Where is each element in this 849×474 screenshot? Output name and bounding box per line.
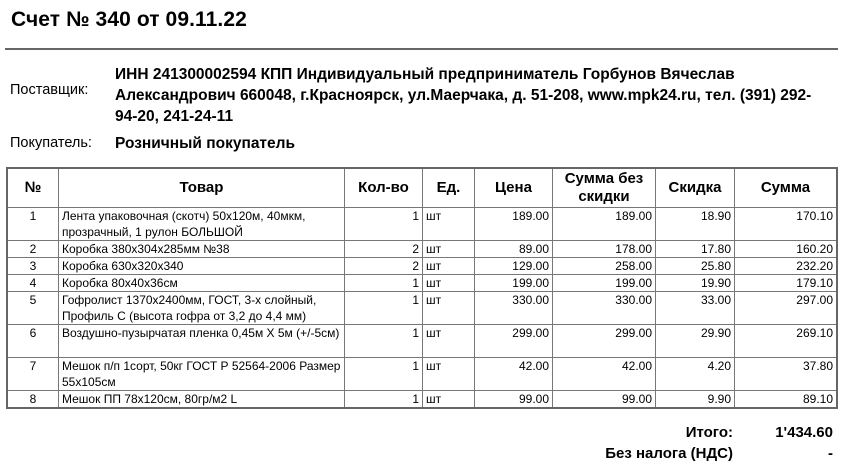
cell-unit: шт <box>423 275 475 292</box>
total-value: 1'434.60 <box>775 424 833 441</box>
cell-name: Коробка 80х40х36см <box>59 275 345 292</box>
cell-sum: 37.80 <box>735 358 838 391</box>
table-row <box>7 358 837 391</box>
cell-sum-no-discount: 99.00 <box>553 391 656 409</box>
cell-unit: шт <box>423 258 475 275</box>
tax-row <box>605 443 833 464</box>
cell-qty: 1 <box>345 325 423 358</box>
supplier-value: ИНН 241300002594 КПП Индивидуальный предприниматель Горбунов Вячеслав Александрович 660048, г.Красноярск, ул.Маерчака, д. 51-208, www.mpk24.ru, тел. (391) 292-94-20, 241-24-11 <box>115 66 812 125</box>
cell-unit: шт <box>423 241 475 258</box>
header-discount: Скидка <box>656 168 735 208</box>
header-qty: Кол-во <box>345 168 423 208</box>
cell-price: 189.00 <box>475 208 553 241</box>
cell-sum: 89.10 <box>735 391 838 409</box>
cell-discount: 17.80 <box>656 241 735 258</box>
cell-sum-no-discount: 189.00 <box>553 208 656 241</box>
cell-sum: 179.10 <box>735 275 838 292</box>
cell-name: Коробка 380х304х285мм №38 <box>59 241 345 258</box>
cell-qty: 1 <box>345 275 423 292</box>
cell-price: 299.00 <box>475 325 553 358</box>
cell-discount: 29.90 <box>656 325 735 358</box>
cell-name: Воздушно-пузырчатая пленка 0,45м Х 5м (+/-5см) <box>59 325 345 358</box>
cell-sum-no-discount: 258.00 <box>553 258 656 275</box>
cell-qty: 2 <box>345 258 423 275</box>
cell-name: Лента упаковочная (скотч) 50х120м, 40мкм, прозрачный, 1 рулон БОЛЬШОЙ <box>59 208 345 241</box>
header-num: № <box>7 168 59 208</box>
supplier-label: Поставщик: <box>10 82 89 98</box>
table-row <box>7 275 837 292</box>
cell-qty: 1 <box>345 208 423 241</box>
table-row <box>7 391 837 409</box>
cell-discount: 4.20 <box>656 358 735 391</box>
cell-price: 89.00 <box>475 241 553 258</box>
cell-name: Мешок п/п 1сорт, 50кг ГОСТ Р 52564-2006 Размер 55х105см <box>59 358 345 391</box>
cell-qty: 1 <box>345 292 423 325</box>
cell-unit: шт <box>423 208 475 241</box>
cell-unit: шт <box>423 292 475 325</box>
cell-num: 7 <box>7 358 59 391</box>
table-row <box>7 241 837 258</box>
header-name: Товар <box>59 168 345 208</box>
cell-discount: 33.00 <box>656 292 735 325</box>
cell-sum-no-discount: 42.00 <box>553 358 656 391</box>
cell-sum: 160.20 <box>735 241 838 258</box>
totals-block <box>605 422 833 464</box>
cell-price: 99.00 <box>475 391 553 409</box>
cell-unit: шт <box>423 391 475 409</box>
cell-sum: 297.00 <box>735 292 838 325</box>
total-label: Итого: <box>685 424 733 441</box>
cell-name: Гофролист 1370х2400мм, ГОСТ, 3-х слойный, Профиль С (высота гофра от 3,2 до 4,4 мм) <box>59 292 345 325</box>
table-row <box>7 292 837 325</box>
cell-unit: шт <box>423 325 475 358</box>
cell-sum-no-discount: 199.00 <box>553 275 656 292</box>
header-unit: Ед. <box>423 168 475 208</box>
cell-num: 6 <box>7 325 59 358</box>
tax-label: Без налога (НДС) <box>605 445 733 462</box>
table-row <box>7 325 837 358</box>
tax-value: - <box>828 445 833 462</box>
cell-discount: 19.90 <box>656 275 735 292</box>
buyer-label: Покупатель: <box>10 135 92 151</box>
title-divider <box>5 48 838 50</box>
cell-discount: 25.80 <box>656 258 735 275</box>
cell-discount: 9.90 <box>656 391 735 409</box>
cell-num: 5 <box>7 292 59 325</box>
cell-num: 2 <box>7 241 59 258</box>
cell-price: 330.00 <box>475 292 553 325</box>
cell-sum: 170.10 <box>735 208 838 241</box>
cell-price: 42.00 <box>475 358 553 391</box>
cell-num: 4 <box>7 275 59 292</box>
table-row <box>7 258 837 275</box>
total-row <box>605 422 833 443</box>
cell-unit: шт <box>423 358 475 391</box>
cell-qty: 2 <box>345 241 423 258</box>
cell-num: 8 <box>7 391 59 409</box>
cell-sum: 232.20 <box>735 258 838 275</box>
cell-sum-no-discount: 178.00 <box>553 241 656 258</box>
cell-price: 129.00 <box>475 258 553 275</box>
invoice-title: Счет № 340 от 09.11.22 <box>11 8 247 31</box>
cell-name: Мешок ПП 78х120см, 80гр/м2 L <box>59 391 345 409</box>
header-price: Цена <box>475 168 553 208</box>
buyer-value: Розничный покупатель <box>115 135 296 152</box>
cell-price: 199.00 <box>475 275 553 292</box>
header-sum: Сумма <box>735 168 838 208</box>
cell-name: Коробка 630х320х340 <box>59 258 345 275</box>
cell-sum-no-discount: 330.00 <box>553 292 656 325</box>
header-sum-no-discount: Сумма без скидки <box>553 168 656 208</box>
cell-sum: 269.10 <box>735 325 838 358</box>
cell-num: 3 <box>7 258 59 275</box>
table-row <box>7 208 837 241</box>
cell-discount: 18.90 <box>656 208 735 241</box>
items-table <box>6 167 838 409</box>
cell-qty: 1 <box>345 358 423 391</box>
cell-num: 1 <box>7 208 59 241</box>
table-header-row <box>7 168 837 208</box>
cell-qty: 1 <box>345 391 423 409</box>
cell-sum-no-discount: 299.00 <box>553 325 656 358</box>
